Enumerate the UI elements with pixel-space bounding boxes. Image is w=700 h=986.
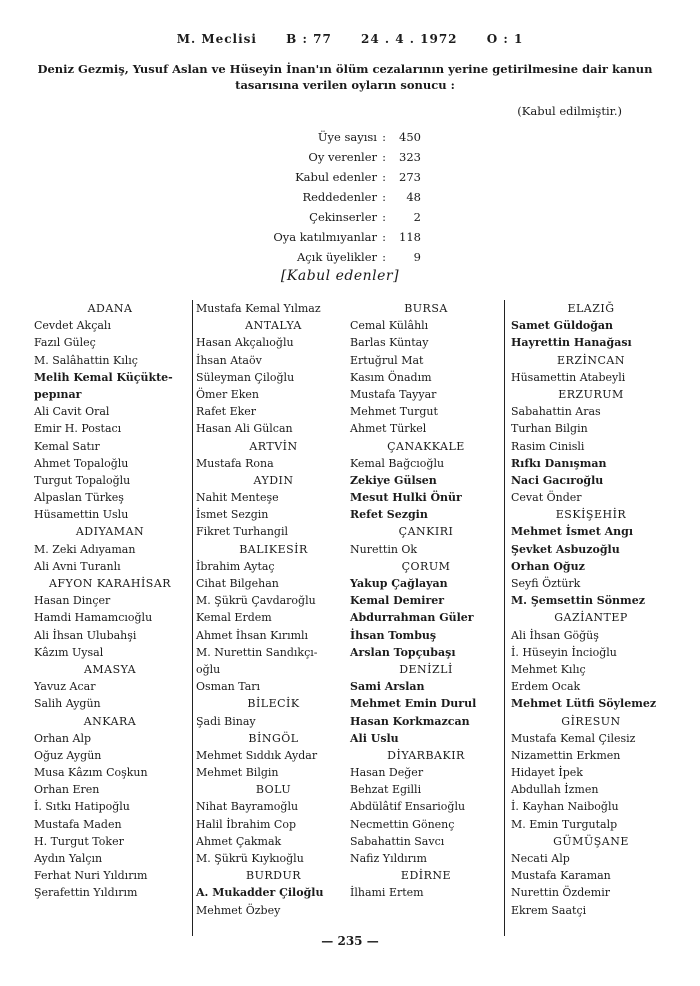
column-4 [504, 300, 671, 936]
member-name: Cihat Bilgehan [196, 577, 279, 590]
member-name: Ali Cavit Oral [34, 405, 110, 419]
province-heading: AFYON KARAHİSAR [48, 577, 172, 590]
member-name: Necati Alp [511, 852, 570, 865]
member-name: M. Zeki Adıyaman [34, 542, 136, 556]
stat-value: 2 [413, 210, 421, 224]
member-name: Ömer Eken [196, 387, 260, 401]
stat-row: Oya katılmıyanlar : 118 [240, 227, 480, 247]
province-heading: BİNGÖL [248, 731, 299, 745]
stat-label: Açık üyelikler [296, 250, 377, 264]
member-name: Yakup Çağlayan [350, 577, 448, 590]
member-name: M. Emin Turgutalp [511, 817, 618, 831]
member-name: Orhan Alp [34, 731, 92, 745]
member-name: Cevdet Akçalı [34, 319, 111, 333]
institution-label: M. Meclisi [176, 32, 257, 46]
member-name: M. Şükrü Kıykıoğlu [196, 852, 304, 865]
province-heading: ADANA [87, 302, 133, 315]
member-name: Mehmet Özbey [196, 903, 281, 917]
member-name: Sami Arslan [350, 680, 425, 694]
member-name: Samet Güldoğan [511, 319, 614, 333]
member-name: Hidayet İpek [511, 766, 583, 780]
province-heading: AYDIN [253, 473, 294, 487]
member-name: Hasan Değer [350, 766, 424, 780]
member-name: Erdem Ocak [511, 680, 581, 694]
member-name: Orhan Oğuz [511, 559, 585, 573]
member-name: Osman Tarı [196, 680, 261, 694]
member-name: Refet Sezgin [350, 508, 428, 522]
member-name: pepınar [34, 387, 82, 401]
province-heading: DENİZLİ [399, 662, 453, 676]
member-name: Ekrem Saatçi [511, 903, 587, 917]
member-name: Ali Avni Turanlı [34, 559, 121, 573]
member-name: Ali İhsan Göğüş [511, 628, 599, 642]
province-heading: BİLECİK [247, 697, 300, 711]
member-name: Halil İbrahim Cop [196, 817, 297, 831]
stat-row: Üye sayısı : 450 [240, 127, 480, 147]
member-name: Mustafa Kemal Yılmaz [196, 302, 321, 315]
document-title: Deniz Gezmiş, Yusuf Aslan ve Hüseyin İnan'ın ölüm cezalarının yerine getirilmesine dair kanun tasarısına verilen oyların sonucu : [37, 62, 653, 92]
member-name: Nafiz Yıldırım [350, 852, 427, 865]
member-name: Hasan Ali Gülcan [196, 422, 293, 436]
member-name: Ertuğrul Mat [350, 353, 424, 367]
member-name: Mesut Hulki Önür [350, 491, 462, 505]
stat-value: 9 [413, 250, 421, 264]
member-name: Naci Gacıroğlu [511, 473, 604, 487]
province-heading: ELAZIĞ [567, 302, 615, 315]
province-heading: DİYARBAKIR [387, 748, 465, 762]
column-2 [192, 300, 351, 936]
member-name: Mehmet Lütfi Söylemez [511, 697, 657, 711]
member-name: Şadi Binay [196, 714, 256, 728]
member-name: Mustafa Karaman [511, 869, 611, 883]
member-name: Sabahattin Savcı [350, 834, 445, 848]
member-name: Mehmet Bilgin [196, 766, 279, 780]
province-heading: BURSA [404, 302, 448, 315]
member-name: Orhan Eren [34, 783, 100, 797]
member-name: M. Şükrü Çavdaroğlu [196, 594, 316, 608]
member-name: Şerafettin Yıldırım [34, 886, 138, 900]
member-name: Kemal Satır [34, 439, 100, 453]
member-name: Ferhat Nuri Yıldırım [34, 869, 148, 883]
stat-row: Çekinserler : 2 [240, 207, 480, 227]
province-heading: AMASYA [83, 662, 137, 676]
member-name: Ali İhsan Ulubahşi [34, 628, 137, 642]
member-name: Hüsamettin Uslu [34, 508, 129, 522]
member-name: Turgut Topaloğlu [34, 473, 131, 487]
province-heading: GÜMÜŞANE [553, 834, 629, 848]
member-name: A. Mukadder Çiloğlu [196, 886, 324, 900]
stat-label: Üye sayısı [317, 130, 377, 144]
member-name: Rafet Eker [196, 405, 257, 419]
member-name: Behzat Egilli [350, 783, 422, 797]
province-heading: ESKİŞEHİR [555, 508, 627, 522]
member-name: Hasan Dinçer [34, 594, 111, 608]
province-heading: ÇANKIRI [398, 525, 454, 539]
member-name: İ. Hüseyin İncioğlu [511, 645, 617, 659]
province-heading: ANTALYA [245, 319, 302, 333]
province-heading: BALIKESİR [239, 542, 308, 556]
stat-value: 273 [399, 170, 421, 184]
member-name: Ahmet Topaloğlu [34, 456, 129, 470]
member-name: İ. Kayhan Naiboğlu [511, 800, 619, 814]
member-name: Hasan Akçalıoğlu [196, 336, 294, 350]
section-heading: [Kabul edenler] [280, 268, 400, 284]
column-3 [350, 300, 502, 902]
member-name: Ali Uslu [350, 731, 399, 745]
result-status: (Kabul edilmiştir.) [517, 104, 622, 118]
province-heading: GAZİANTEP [554, 611, 628, 625]
province-heading: ADIYAMAN [75, 525, 145, 539]
province-heading: EDİRNE [400, 869, 452, 883]
province-heading: BOLU [255, 783, 292, 797]
member-name: İbrahim Aytaç [196, 559, 275, 573]
member-name: Ahmet İhsan Kırımlı [196, 628, 309, 642]
date-label: 24 . 4 . 1972 [361, 32, 458, 46]
member-name: Ahmet Türkel [350, 422, 427, 436]
member-name: Nurettin Özdemir [511, 886, 610, 900]
member-name: Emir H. Postacı [34, 422, 122, 436]
member-name: M. Nurettin Sandıkçı- [196, 645, 318, 659]
member-name: Fazıl Güleç [34, 336, 96, 350]
stat-label: Oy verenler [308, 150, 377, 164]
page-number: — 235 — [321, 934, 379, 948]
member-name: Abdullah İzmen [511, 783, 599, 797]
member-name: İsmet Sezgin [196, 508, 269, 522]
stat-label: Oya katılmıyanlar [273, 230, 377, 244]
member-name: Cevat Önder [511, 491, 582, 505]
member-name: Melih Kemal Küçükte- [34, 370, 173, 384]
province-heading: GİRESUN [561, 714, 621, 728]
stat-row: Oy verenler : 323 [240, 147, 480, 167]
member-name: İhsan Ataöv [196, 353, 262, 367]
member-name: İlhami Ertem [350, 886, 424, 900]
stat-value: 450 [399, 130, 421, 144]
page-header [0, 32, 700, 46]
member-name: Hüsamettin Atabeyli [511, 370, 626, 384]
member-name: Nahit Menteşe [196, 491, 279, 505]
member-name: Arslan Topçubaşı [350, 645, 456, 659]
volume-label: B : 77 [286, 32, 332, 46]
member-name: İ. Sıtkı Hatipoğlu [34, 800, 130, 814]
member-name: Mehmet İsmet Angı [511, 525, 634, 539]
member-name: Musa Kâzım Coşkun [34, 766, 148, 780]
member-name: Zekiye Gülsen [350, 473, 437, 487]
member-name: Mustafa Tayyar [350, 387, 437, 401]
province-heading: BURDUR [245, 869, 301, 883]
member-name: Kemal Erdem [196, 611, 272, 625]
stat-label: Kabul edenler [295, 170, 377, 184]
member-name: Abdurrahman Güler [350, 611, 474, 625]
member-name: Abdülâtif Ensarioğlu [350, 800, 466, 814]
member-name: oğlu [196, 662, 221, 676]
member-name: M. Şemsettin Sönmez [511, 594, 645, 608]
column-1 [34, 300, 186, 902]
member-name: Seyfi Öztürk [511, 577, 581, 590]
member-name: Kemal Bağcıoğlu [350, 456, 445, 470]
member-name: Fikret Turhangil [196, 525, 288, 539]
province-heading: ERZURUM [558, 387, 624, 401]
province-heading: ERZİNCAN [557, 353, 625, 367]
member-name: Mehmet Turgut [350, 405, 438, 419]
member-name: Alpaslan Türkeş [34, 491, 124, 505]
member-name: Salih Aygün [34, 697, 101, 711]
member-name: H. Turgut Toker [34, 834, 124, 848]
member-name: Mustafa Maden [34, 817, 122, 831]
member-name: Nizamettin Erkmen [511, 748, 621, 762]
member-name: Kemal Demirer [350, 594, 445, 608]
member-name: Rıfkı Danışman [511, 456, 607, 470]
member-name: İhsan Tombuş [350, 628, 437, 642]
member-name: Hayrettin Hanağası [511, 336, 632, 350]
member-name: M. Salâhattin Kılıç [34, 353, 138, 367]
member-name: Hasan Korkmazcan [350, 714, 470, 728]
stat-row: Açık üyelikler : 9 [240, 247, 480, 267]
member-name: Hamdi Hamamcıoğlu [34, 611, 153, 625]
member-name: Mustafa Kemal Çilesiz [511, 731, 636, 745]
member-name: Mehmet Sıddık Aydar [196, 748, 318, 762]
member-name: Mustafa Rona [196, 456, 274, 470]
member-name: Yavuz Acar [34, 680, 96, 694]
member-name: Sabahattin Aras [511, 405, 601, 419]
stat-label: Reddedenler [302, 190, 377, 204]
member-name: Şevket Asbuzoğlu [511, 542, 620, 556]
stat-value: 48 [406, 190, 421, 204]
stat-row: Kabul edenler : 273 [240, 167, 480, 187]
session-label: O : 1 [486, 32, 524, 46]
member-name: Necmettin Gönenç [350, 817, 455, 831]
member-name: Ahmet Çakmak [196, 834, 282, 848]
member-name: Barlas Küntay [350, 336, 429, 350]
member-name: Mehmet Kılıç [511, 662, 586, 676]
member-name: Rasim Cinisli [511, 439, 585, 453]
member-name: Turhan Bilgin [511, 422, 588, 436]
province-heading: ANKARA [83, 714, 137, 728]
member-name: Oğuz Aygün [34, 748, 102, 762]
stat-value: 323 [399, 150, 421, 164]
member-name: Nurettin Ok [350, 542, 418, 556]
stat-value: 118 [399, 230, 421, 244]
province-heading: ÇANAKKALE [387, 439, 465, 453]
member-name: Mehmet Emin Durul [350, 697, 477, 711]
member-name: Süleyman Çiloğlu [196, 370, 295, 384]
stat-label: Çekinserler [309, 210, 377, 224]
member-name: Aydın Yalçın [34, 852, 103, 865]
province-heading: ÇORUM [401, 559, 451, 573]
vote-statistics [240, 127, 480, 267]
stat-row: Reddedenler : 48 [240, 187, 480, 207]
member-name: Kâzım Uysal [34, 645, 104, 659]
member-name: Kasım Önadım [350, 370, 432, 384]
province-heading: ARTVİN [249, 439, 298, 453]
member-name: Cemal Külâhlı [350, 319, 429, 333]
member-name: Nihat Bayramoğlu [196, 800, 299, 814]
